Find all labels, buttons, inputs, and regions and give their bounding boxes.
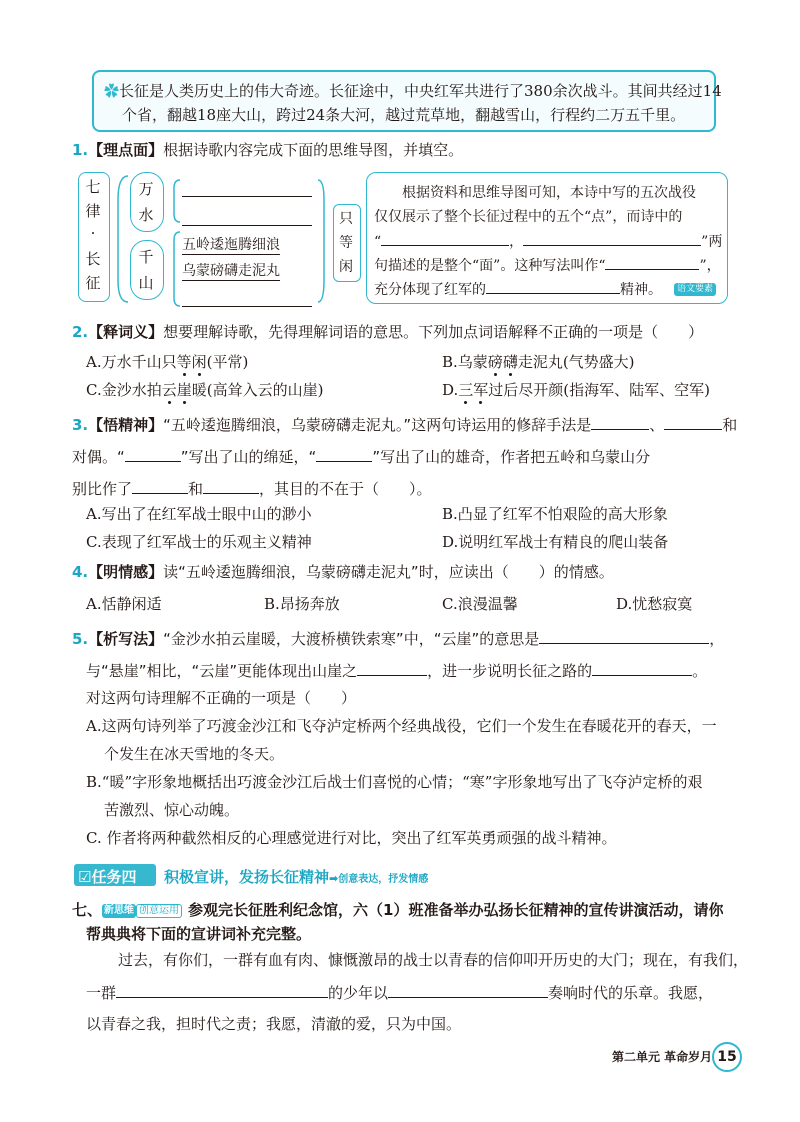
q5-option-a[interactable]: A.这两句诗列举了巧渡金沙江和飞夺泸定桥两个经典战役，它们一个发生在春暖花开的春天，一: [86, 717, 717, 735]
q5-option-c[interactable]: C. 作者将两种截然相反的心理感觉进行对比，突出了红军英勇顽强的战斗精神。: [86, 829, 617, 847]
arrow-icon: ➡: [329, 872, 339, 885]
q4-option-c[interactable]: C.浪漫温馨: [442, 595, 518, 613]
q2-option-c[interactable]: C.金沙水拍云崖暖(高耸入云的山崖): [86, 381, 324, 399]
emphasis-char: 闲: [191, 353, 207, 371]
q3-line-1: 3.【悟精神】“五岭逶迤腾细浪，乌蒙磅礴走泥丸。”这两句诗运用的修辞手法是 、 和: [72, 416, 738, 434]
new-thinking-badge: 新思维: [104, 905, 135, 916]
mindmap-water-blank-1[interactable]: [182, 181, 312, 197]
info-line-2: 个省，翻越18座大山，跨过24条大河，越过荒草地，翻越雪山，行程约二万五千里。: [122, 106, 686, 124]
q7-para-1: 过去，有你们，一群有血有肉、慷慨激昂的战士以青春的信仰叩开历史的大门；现在，有我们，: [118, 951, 749, 969]
q5-blank-2[interactable]: [357, 660, 427, 676]
emphasis-char: 等: [176, 353, 192, 371]
checkbox-icon: ☑: [78, 868, 92, 886]
q5-line-3: 对这两句诗理解不正确的一项是（ ）: [86, 689, 357, 707]
q4-stem: 4.【明情感】读“五岭逶迤腾细浪，乌蒙磅礴走泥丸”时，应读出（ ）的情感。: [72, 563, 614, 581]
info-box: [92, 70, 722, 132]
q3-option-c[interactable]: C.表现了红军战士的乐观主义精神: [86, 533, 312, 551]
q5-option-a-cont: 个发生在冰天雪地的冬天。: [104, 745, 285, 763]
q7-blank-1[interactable]: [116, 982, 328, 998]
task-badge-label: 任务四: [91, 868, 137, 886]
mindmap-water-blank-2[interactable]: [182, 210, 312, 226]
creative-badge: 创意运用: [136, 904, 182, 918]
q3-blank-3[interactable]: [125, 446, 181, 462]
para-blank-3[interactable]: [605, 254, 699, 270]
q3-blank-4[interactable]: [316, 446, 372, 462]
mindmap-shan-blank[interactable]: [182, 291, 312, 307]
q3-option-b[interactable]: B.凸显了红军不怕艰险的高大形象: [442, 505, 668, 523]
q2-option-b[interactable]: B.乌蒙磅礴走泥丸(气势盛大): [442, 353, 635, 371]
para-blank-4[interactable]: [486, 278, 620, 294]
para-blank-2[interactable]: [523, 230, 701, 246]
emphasis-char: 云: [161, 381, 177, 399]
info-line-1: 长征是人类历史上的伟大奇迹。长征途中，中央红军共进行了380余次战斗。其间共经过14: [119, 82, 722, 100]
q5-option-b[interactable]: B.“暖”字形象地概括出巧渡金沙江后战士们喜悦的心情；“寒”字形象地写出了飞夺泸定桥的艰: [86, 773, 703, 791]
q3-blank-6[interactable]: [203, 478, 259, 494]
q3-line-2: 对偶。“ ”写出了山的绵延，“ ”写出了山的雄奇，作者把五岭和乌蒙山分: [72, 448, 651, 466]
q2-option-d[interactable]: D.三军过后尽开颜(指海军、陆军、空军): [442, 381, 711, 399]
para-blank-1[interactable]: [381, 230, 509, 246]
q2-stem: 2.【释词义】想要理解诗歌，先得理解词语的意思。下列加点词语解释不正确的一项是（ ）: [72, 323, 704, 341]
q5-line-2: 与“悬崖”相比，“云崖”更能体现出山崖之 ，进一步说明长征之路的 。: [86, 662, 708, 680]
q3-option-d[interactable]: D.说明红军战士有精良的爬山装备: [442, 533, 669, 551]
q7-para-2: 一群 的少年以 奏响时代的乐章。我愿，: [86, 984, 714, 1002]
q1-header: 1.【理点面】根据诗歌内容完成下面的思维导图，并填空。: [72, 141, 464, 159]
q4-option-a[interactable]: A.恬静闲适: [86, 595, 162, 613]
task-title: 积极宣讲，发扬长征精神➡创意表达，抒发情感: [164, 868, 429, 886]
emphasis-char: 礴: [502, 353, 518, 371]
q7-line-2: 帮典典将下面的宣讲词补充完整。: [86, 925, 312, 943]
footer-unit: 第二单元 革命岁月: [612, 1050, 713, 1064]
page-number: 15: [712, 1042, 742, 1072]
q3-blank-5[interactable]: [132, 478, 188, 494]
mindmap-shan-line-1: 五岭逶迤腾细浪: [182, 234, 280, 255]
q3-blank-1[interactable]: [591, 414, 649, 430]
mindmap-shan-line-2: 乌蒙磅礴走泥丸: [182, 260, 280, 281]
emphasis-char: 崖: [176, 381, 192, 399]
q5-option-b-cont: 苦激烈、惊心动魄。: [104, 801, 240, 819]
q5-blank-1[interactable]: [539, 628, 709, 644]
q3-line-3: 别比作了 和 ，其目的不在于（ ）。: [72, 480, 432, 498]
q7-para-3: 以青春之我，担时代之责；我愿，清澈的爱，只为中国。: [86, 1015, 462, 1033]
flower-icon: ✿: [104, 82, 120, 100]
q7-line-1: 七、 新思维 创意运用 参观完长征胜利纪念馆，六（1）班准备举办弘扬长征精神的宣传讲演活动，请你: [72, 901, 724, 919]
emphasis-char: 磅: [487, 353, 503, 371]
q5-line-1: 5.【析写法】“金沙水拍云崖暖，大渡桥横铁索寒”中，“云崖”的意思是 ，: [72, 630, 725, 648]
q4-option-b[interactable]: B.昂扬奔放: [264, 595, 340, 613]
emphasis-char: 军: [473, 381, 489, 399]
q3-blank-2[interactable]: [664, 414, 722, 430]
q2-option-a[interactable]: A.万水千山只等闲(平常): [86, 353, 249, 371]
yuwen-badge: 语文要素: [674, 283, 716, 296]
emphasis-char: 三: [458, 381, 474, 399]
q3-option-a[interactable]: A.写出了在红军战士眼中山的渺小: [86, 505, 312, 523]
q5-blank-3[interactable]: [592, 660, 692, 676]
q4-option-d[interactable]: D.忧愁寂寞: [616, 595, 693, 613]
q7-blank-2[interactable]: [388, 982, 548, 998]
